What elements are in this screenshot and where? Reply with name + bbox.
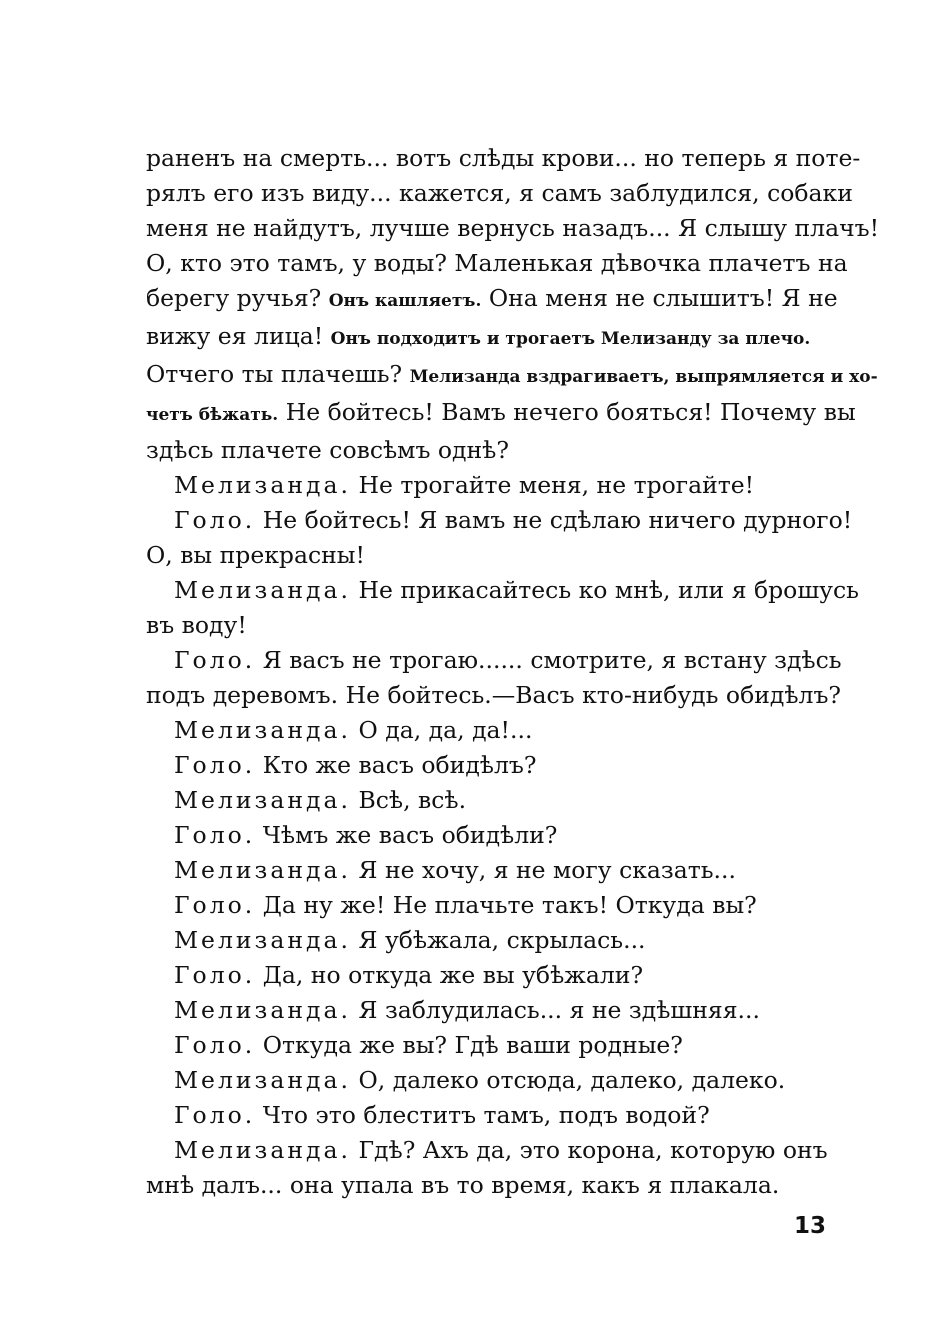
body-text (146, 141, 880, 1203)
text-fragment: Отчего ты плачешь? (146, 360, 403, 388)
text-line (146, 818, 838, 853)
speaker-name: Голо. (174, 961, 256, 989)
speaker-name: Мелизанда. (174, 471, 352, 499)
dialogue-line (146, 1028, 838, 1063)
speech-text: Я убѣжала, скрылась... (358, 926, 646, 954)
dialogue-line (146, 713, 838, 748)
text-line: О, вы прекрасны! (146, 541, 365, 569)
text-line (146, 748, 838, 783)
speaker-name: Мелизанда. (174, 786, 352, 814)
text-line (146, 958, 838, 993)
dialogue-line (146, 853, 838, 888)
text-line: здѣсь плачете совсѣмъ однѣ? (146, 436, 509, 464)
text-line: О, кто это тамъ, у воды? Маленькая дѣвочка плачетъ на (146, 249, 848, 277)
text-line (146, 643, 842, 678)
speaker-name: Голо. (174, 646, 256, 674)
speaker-name: Голо. (174, 821, 256, 849)
speaker-name: Голо. (174, 1101, 256, 1129)
speech-text: Кто же васъ обидѣлъ? (262, 751, 537, 779)
text-line (146, 923, 838, 958)
text-line (146, 713, 838, 748)
text-line: въ воду! (146, 611, 247, 639)
text-line: подъ деревомъ. Не бойтесь.—Васъ кто-нибудь обидѣлъ? (146, 681, 841, 709)
speech-text: Гдѣ? Ахъ да, это корона, которую онъ (358, 1136, 828, 1164)
text-line (146, 319, 838, 357)
text-line (146, 1063, 838, 1098)
speech-text: Да, но откуда же вы убѣжали? (262, 961, 644, 989)
speech-text: Не трогайте меня, не трогайте! (358, 471, 755, 499)
speaker-name: Мелизанда. (174, 1136, 352, 1164)
stage-direction: четъ бѣжать. (146, 405, 279, 425)
speech-text: Всѣ, всѣ. (358, 786, 467, 814)
speech-text: Я заблудилась... я не здѣшняя... (358, 996, 760, 1024)
text-fragment: Она меня не слышитъ! Я не (488, 284, 838, 312)
dialogue-line (146, 923, 838, 958)
dialogue-line (146, 468, 838, 503)
text-line: меня не найдутъ, лучше вернусь назадъ... Я слышу плачъ! (146, 214, 880, 242)
text-line (146, 1028, 838, 1063)
dialogue-line (146, 1098, 838, 1133)
speech-text: Не бойтесь! Я вамъ не сдѣлаю ничего дурного! (262, 506, 853, 534)
speaker-name: Мелизанда. (174, 1066, 352, 1094)
text-line (146, 357, 878, 395)
speaker-name: Голо. (174, 891, 256, 919)
dialogue-line (146, 888, 838, 923)
text-line: мнѣ далъ... она упала въ то время, какъ я плакала. (146, 1171, 780, 1199)
text-fragment: берегу ручья? (146, 284, 322, 312)
speech-text: Да ну же! Не плачьте такъ! Откуда вы? (262, 891, 757, 919)
dialogue-line (146, 573, 859, 643)
speaker-name: Голо. (174, 506, 256, 534)
text-line (146, 503, 853, 538)
dialogue-line (146, 748, 838, 783)
text-line: рялъ его изъ виду... кажется, я самъ заблудился, собаки (146, 179, 853, 207)
speech-text: Откуда же вы? Гдѣ ваши родные? (262, 1031, 683, 1059)
speech-text: О, далеко отсюда, далеко, далеко. (358, 1066, 786, 1094)
text-line (146, 395, 856, 433)
dialogue-line (146, 818, 838, 853)
speaker-name: Мелизанда. (174, 856, 352, 884)
text-line: раненъ на смерть... вотъ слѣды крови... но теперь я поте- (146, 144, 861, 172)
dialogue-line (146, 1063, 838, 1098)
dialogue-line (146, 643, 842, 713)
text-line (146, 468, 838, 503)
speaker-name: Мелизанда. (174, 926, 352, 954)
speech-text: Не прикасайтесь ко мнѣ, или я брошусь (358, 576, 859, 604)
speech-text: Чѣмъ же васъ обидѣли? (262, 821, 558, 849)
monologue-paragraph (146, 141, 880, 468)
dialogue-line (146, 993, 838, 1028)
speech-text: Я васъ не трогаю...... смотрите, я встану здѣсь (262, 646, 842, 674)
speaker-name: Голо. (174, 751, 256, 779)
stage-direction: Онъ подходитъ и трогаетъ Мелизанду за плечо. (330, 329, 811, 349)
speaker-name: Мелизанда. (174, 716, 352, 744)
speaker-name: Голо. (174, 1031, 256, 1059)
text-line (146, 281, 838, 319)
text-line (146, 888, 838, 923)
text-fragment: вижу ея лица! (146, 322, 324, 350)
stage-direction: Мелизанда вздрагиваетъ, выпрямляется и хо- (409, 367, 878, 387)
text-line (146, 1098, 838, 1133)
text-line (146, 993, 838, 1028)
text-line (146, 573, 859, 608)
page-number: 13 (794, 1213, 827, 1239)
dialogue-line (146, 503, 853, 573)
dialogue-line (146, 958, 838, 993)
text-line (146, 783, 838, 818)
speaker-name: Мелизанда. (174, 996, 352, 1024)
speaker-name: Мелизанда. (174, 576, 352, 604)
text-line (146, 1133, 838, 1168)
speech-text: Я не хочу, я не могу сказать... (358, 856, 736, 884)
speech-text: О да, да, да!... (358, 716, 533, 744)
text-fragment: Не бойтесь! Вамъ нечего бояться! Почему вы (285, 398, 856, 426)
dialogue-line (146, 1133, 838, 1203)
text-line (146, 853, 838, 888)
dialogue-line (146, 783, 838, 818)
speech-text: Что это блеститъ тамъ, подъ водой? (262, 1101, 710, 1129)
stage-direction: Онъ кашляетъ. (328, 291, 482, 311)
